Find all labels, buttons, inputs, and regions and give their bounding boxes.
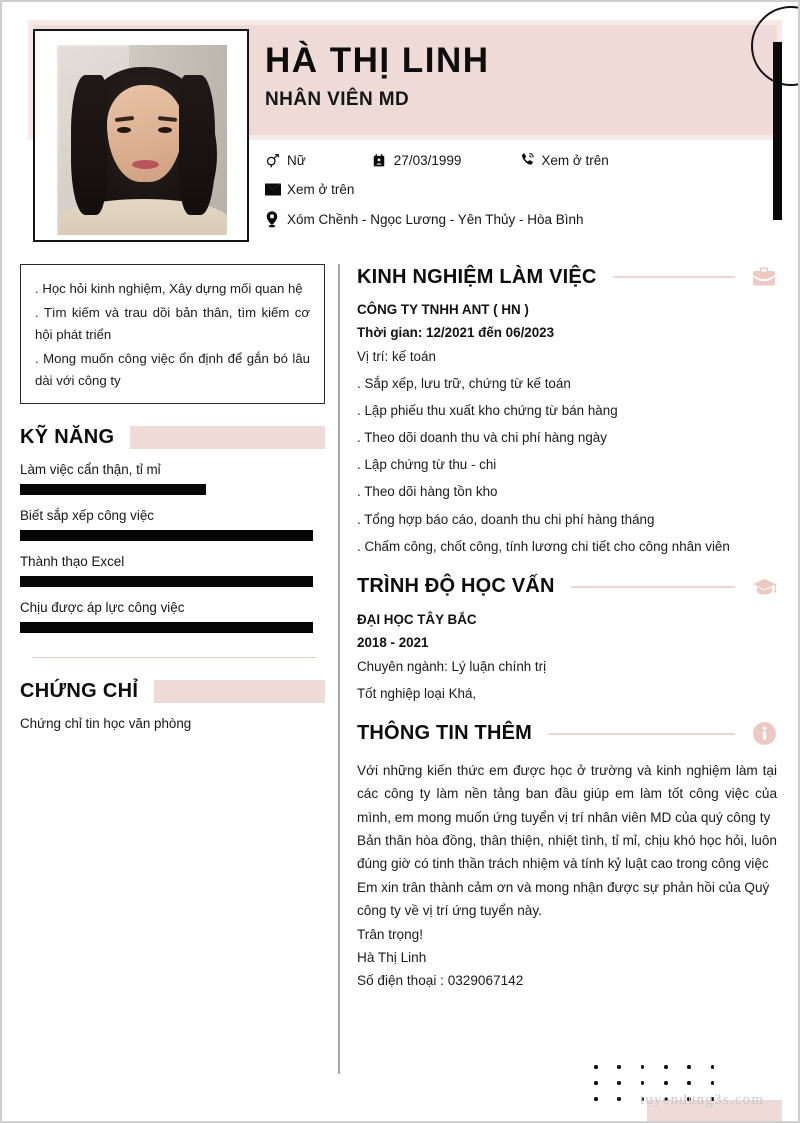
dot <box>711 1065 715 1069</box>
skill-item <box>20 508 325 541</box>
header-text <box>265 42 695 111</box>
duty-item: . Theo dõi hàng tồn kho <box>357 484 498 500</box>
skills-heading-row <box>20 426 325 449</box>
contact-line-2 <box>265 182 775 197</box>
skill-name: Biết sắp xếp công việc <box>20 507 154 523</box>
avatar-hair-front-left <box>71 75 107 215</box>
graduation-cap-icon <box>751 574 777 600</box>
job-position: Vị trí: kế toán <box>357 349 436 364</box>
duty-item: . Chấm công, chốt công, tính lương chi tiết cho công nhân viên <box>357 538 730 554</box>
right-column <box>357 264 777 997</box>
section-experience <box>357 264 777 556</box>
section-extra-info <box>357 721 777 993</box>
dob-value: 27/03/1999 <box>393 152 462 168</box>
extra-paragraph: Trân trọng! <box>357 926 423 942</box>
dot <box>664 1081 668 1085</box>
employment-period: Thời gian: 12/2021 đến 06/2023 <box>357 325 555 340</box>
avatar-image <box>57 45 227 235</box>
dot <box>711 1081 715 1085</box>
duty-item: . Lập chứng từ thu - chi <box>357 457 497 473</box>
company-name: CÔNG TY TNHH ANT ( HN ) <box>357 302 529 317</box>
education-years: 2018 - 2021 <box>357 634 429 650</box>
avatar <box>33 29 249 242</box>
dot <box>617 1065 621 1069</box>
contact-block <box>265 152 775 242</box>
dot <box>687 1081 691 1085</box>
skills-title: KỸ NĂNG <box>20 425 115 448</box>
school-name: ĐẠI HỌC TÂY BẮC <box>357 611 477 627</box>
extra-title: THÔNG TIN THÊM <box>357 722 533 745</box>
skill-item <box>20 462 325 495</box>
certificate-item: Chứng chỉ tin học văn phòng <box>20 716 192 732</box>
heading-rule <box>571 586 735 588</box>
heading-rule <box>548 733 735 735</box>
extra-paragraph: Hà Thị Linh <box>357 949 427 965</box>
duty-item: . Sắp xếp, lưu trữ, chứng từ kế toán <box>357 376 571 392</box>
experience-heading-row <box>357 264 777 290</box>
education-major: Chuyên ngành: Lý luận chính trị <box>357 658 547 674</box>
heading-rule <box>613 276 735 278</box>
skill-bar <box>20 530 313 541</box>
contact-address <box>265 211 584 228</box>
skill-bar <box>20 576 313 587</box>
duty-item: . Tổng hợp báo cáo, doanh thu chi phí hàng tháng <box>357 511 655 527</box>
phone-icon <box>519 152 541 168</box>
avatar-eye-right <box>158 127 172 133</box>
skill-item <box>20 600 325 633</box>
dot <box>617 1097 621 1101</box>
contact-line-3 <box>265 211 775 228</box>
skill-bar <box>20 622 313 633</box>
skill-item <box>20 554 325 587</box>
skill-bar <box>20 484 206 495</box>
address-value: Xóm Chềnh - Ngọc Lương - Yên Thủy - Hòa Bình <box>287 212 584 227</box>
objective-line: . Học hỏi kinh nghiệm, Xây dựng mối quan hệ <box>35 281 303 296</box>
phone-value: Xem ở trên <box>541 152 609 168</box>
skill-name: Làm việc cẩn thận, tỉ mỉ <box>20 461 161 477</box>
experience-title: KINH NGHIỆM LÀM VIỆC <box>357 265 597 288</box>
dot <box>641 1081 645 1085</box>
certificates-title-bar <box>154 680 325 703</box>
certificates-title: CHỨNG CHỈ <box>20 680 139 703</box>
education-heading-row <box>357 574 777 600</box>
skill-name: Chịu được áp lực công việc <box>20 599 185 615</box>
section-education <box>357 574 777 703</box>
extra-paragraph: Em xin trân thành cảm ơn và mong nhận được sự phản hồi của Quý công ty về vị trí ứng tuyển này. <box>357 879 770 919</box>
avatar-hair-front-right <box>179 75 215 215</box>
certificates-heading-row <box>20 680 325 703</box>
skill-name: Thành thạo Excel <box>20 553 125 569</box>
extra-heading-row <box>357 721 777 747</box>
section-divider <box>32 657 317 659</box>
location-icon <box>265 211 287 228</box>
page-title: HÀ THỊ LINH <box>265 41 490 80</box>
gender-icon <box>265 153 287 168</box>
skills-title-bar <box>130 426 325 449</box>
left-column <box>20 264 325 731</box>
watermark: tuyendung3s.com <box>640 1092 765 1108</box>
extra-paragraph: Với những kiến thức em được học ở trường và kinh nghiệm làm tại các công ty làm nền tảng ban đầu giúp em làm tốt công việc của mình, em mong muốn ứng tuyển vị trí nhân viên MD của quý công ty <box>357 762 777 825</box>
dot <box>594 1081 598 1085</box>
contact-email <box>265 182 354 197</box>
contact-line-1 <box>265 152 775 168</box>
email-value: Xem ở trên <box>287 182 355 197</box>
avatar-eye-left <box>117 127 131 133</box>
objective-line: . Mong muốn công việc ổn định để gắn bó lâu dài với công ty <box>35 351 310 388</box>
briefcase-icon <box>751 264 777 290</box>
dot <box>594 1097 598 1101</box>
job-title: NHÂN VIÊN MD <box>265 88 410 110</box>
column-divider <box>338 264 340 1074</box>
contact-phone <box>519 152 608 168</box>
info-icon <box>751 721 777 747</box>
email-icon <box>265 183 287 196</box>
contact-dob <box>372 153 462 168</box>
extra-paragraph: Bản thân hòa đồng, thân thiện, nhiệt tình, tỉ mỉ, chịu khó học hỏi, luôn đúng giờ có tinh thần trách nhiệm và tính kỷ luật cao trong công việc <box>357 833 777 872</box>
gender-value: Nữ <box>287 152 306 168</box>
dot <box>594 1065 598 1069</box>
objective-line: . Tìm kiếm và trau dồi bản thân, tìm kiếm cơ hội phát triển <box>35 305 310 342</box>
duty-item: . Theo dõi doanh thu và chi phí hàng ngày <box>357 430 607 446</box>
calendar-icon <box>372 153 394 168</box>
education-result: Tốt nghiệp loại Khá, <box>357 685 477 701</box>
duty-item: . Lập phiếu thu xuất kho chứng từ bán hàng <box>357 403 618 419</box>
extra-paragraph: Số điện thoại : 0329067142 <box>357 973 524 989</box>
dot <box>687 1065 691 1069</box>
dot <box>617 1081 621 1085</box>
dot <box>664 1065 668 1069</box>
contact-gender <box>265 153 306 168</box>
objective-box <box>20 264 325 404</box>
avatar-lips <box>132 160 159 169</box>
education-title: TRÌNH ĐỘ HỌC VẤN <box>357 575 555 598</box>
dot <box>641 1065 645 1069</box>
